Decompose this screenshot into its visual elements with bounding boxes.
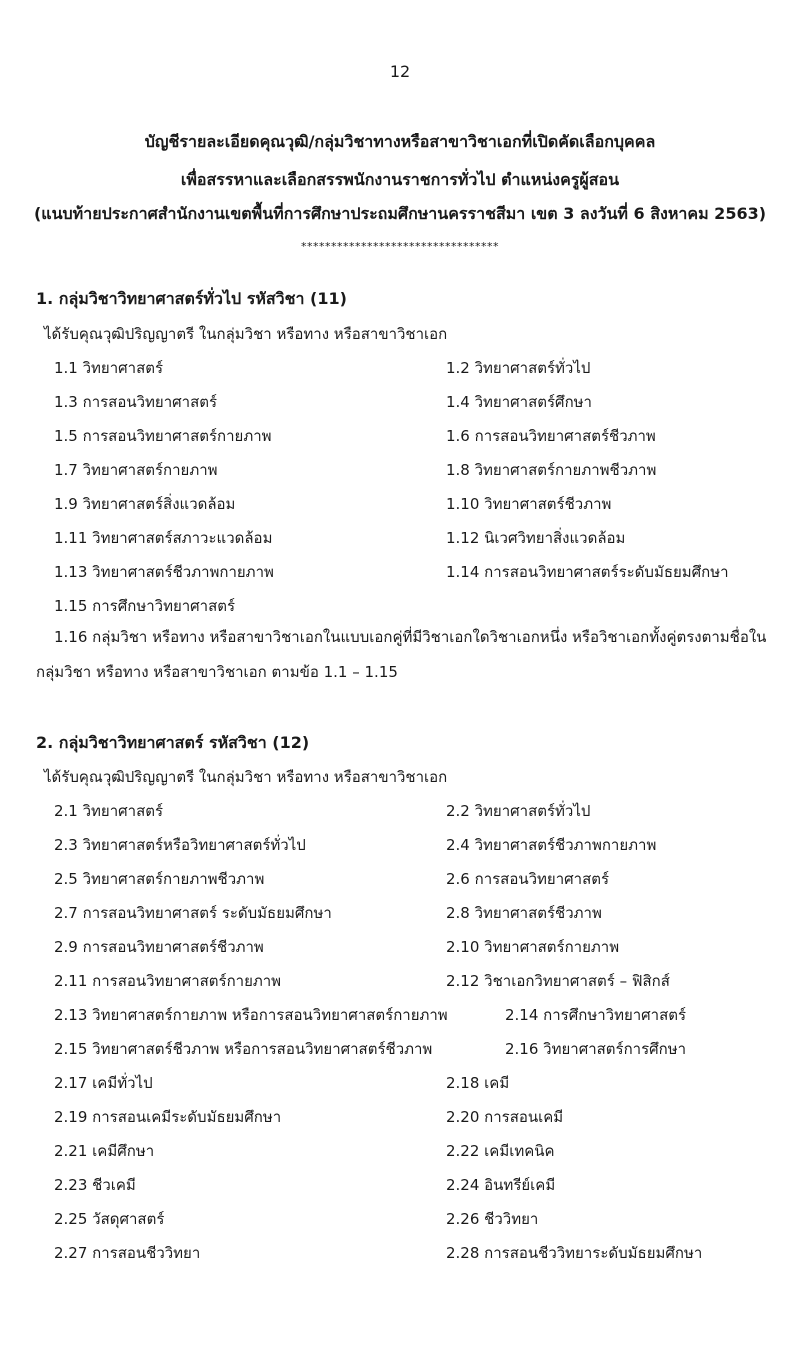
list-item: 2.23 ชีวเคมี (54, 1176, 136, 1194)
list-item: 1.9 วิทยาศาสตร์สิ่งแวดล้อม (54, 495, 236, 513)
list-item: 1.12 นิเวศวิทยาสิ่งแวดล้อม (446, 529, 626, 547)
list-item: 1.4 วิทยาศาสตร์ศึกษา (446, 393, 592, 411)
list-item: 2.24 อินทรีย์เคมี (446, 1176, 556, 1194)
section-1-heading: 1. กลุ่มวิชาวิทยาศาสตร์ทั่วไป รหัสวิชา (11) (36, 289, 347, 308)
list-item: 2.16 วิทยาศาสตร์การศึกษา (505, 1040, 687, 1058)
list-item: 1.2 วิทยาศาสตร์ทั่วไป (446, 359, 591, 377)
list-item: 2.18 เคมี (446, 1074, 510, 1092)
list-item: 2.25 วัสดุศาสตร์ (54, 1210, 165, 1228)
list-item: 2.19 การสอนเคมีระดับมัธยมศึกษา (54, 1108, 282, 1126)
title-line-3: (แนบท้ายประกาศสำนักงานเขตพื้นที่การศึกษาประถมศึกษานครราชสีมา เขต 3 ลงวันที่ 6 สิงหาคม 2563) (33, 204, 767, 223)
list-item: 2.26 ชีววิทยา (446, 1210, 539, 1228)
list-item: 2.10 วิทยาศาสตร์กายภาพ (446, 938, 620, 956)
list-item: 2.3 วิทยาศาสตร์หรือวิทยาศาสตร์ทั่วไป (54, 836, 306, 854)
list-item: 2.21 เคมีศึกษา (54, 1142, 155, 1160)
list-item: 1.5 การสอนวิทยาศาสตร์กายภาพ (54, 427, 272, 445)
list-item: 2.14 การศึกษาวิทยาศาสตร์ (505, 1006, 687, 1024)
section-1-intro: ได้รับคุณวุฒิปริญญาตรี ในกลุ่มวิชา หรือทาง หรือสาขาวิชาเอก (44, 325, 448, 343)
list-item: 1.8 วิทยาศาสตร์กายภาพชีวภาพ (446, 461, 657, 479)
list-item: 2.7 การสอนวิทยาศาสตร์ ระดับมัธยมศึกษา (54, 904, 332, 922)
title-line-2: เพื่อสรรหาและเลือกสรรพนักงานราชการทั่วไป ตำแหน่งครูผู้สอน (180, 170, 620, 189)
list-item: 2.9 การสอนวิทยาศาสตร์ชีวภาพ (54, 938, 264, 956)
list-item: 1.13 วิทยาศาสตร์ชีวภาพกายภาพ (54, 563, 274, 581)
list-item: 2.27 การสอนชีววิทยา (54, 1244, 201, 1262)
list-item: 2.20 การสอนเคมี (446, 1108, 564, 1126)
list-item: 2.8 วิทยาศาสตร์ชีวภาพ (446, 904, 602, 922)
list-item: 1.15 การศึกษาวิทยาศาสตร์ (54, 597, 236, 615)
list-item: 1.10 วิทยาศาสตร์ชีวภาพ (446, 495, 612, 513)
list-item: 1.1 วิทยาศาสตร์ (54, 359, 164, 377)
list-item: 2.2 วิทยาศาสตร์ทั่วไป (446, 802, 591, 820)
list-item: 2.6 การสอนวิทยาศาสตร์ (446, 870, 610, 888)
page-number: 12 (389, 62, 411, 81)
section-2-heading: 2. กลุ่มวิชาวิทยาศาสตร์ รหัสวิชา (12) (36, 733, 310, 752)
section-2-intro: ได้รับคุณวุฒิปริญญาตรี ในกลุ่มวิชา หรือทาง หรือสาขาวิชาเอก (44, 768, 448, 786)
list-item: 2.4 วิทยาศาสตร์ชีวภาพกายภาพ (446, 836, 657, 854)
list-item: 2.15 วิทยาศาสตร์ชีวภาพ หรือการสอนวิทยาศาสตร์ชีวภาพ (54, 1040, 433, 1058)
list-item: 1.14 การสอนวิทยาศาสตร์ระดับมัธยมศึกษา (446, 563, 729, 581)
list-item: 2.5 วิทยาศาสตร์กายภาพชีวภาพ (54, 870, 265, 888)
title-line-1: บัญชีรายละเอียดคุณวุฒิ/กลุ่มวิชาทางหรือสาขาวิชาเอกที่เปิดคัดเลือกบุคคล (144, 132, 656, 151)
list-item: 2.28 การสอนชีววิทยาระดับมัธยมศึกษา (446, 1244, 703, 1262)
list-item: 2.17 เคมีทั่วไป (54, 1074, 153, 1092)
separator: ********************************* (301, 240, 499, 253)
section-1-note: 1.16 กลุ่มวิชา หรือทาง หรือสาขาวิชาเอกในแบบเอกคู่ที่มีวิชาเอกใดวิชาเอกหนึ่ง หรือวิชาเอกทั้งคู่ตรงตามชื่อในกลุ่มวิชา หรือทาง หรือสาขาวิชาเอก ตามข้อ 1.1 – 1.15 (36, 628, 767, 681)
list-item: 2.11 การสอนวิทยาศาสตร์กายภาพ (54, 972, 282, 990)
list-item: 1.7 วิทยาศาสตร์กายภาพ (54, 461, 218, 479)
list-item: 1.3 การสอนวิทยาศาสตร์ (54, 393, 218, 411)
list-item: 1.6 การสอนวิทยาศาสตร์ชีวภาพ (446, 427, 656, 445)
list-item: 2.1 วิทยาศาสตร์ (54, 802, 164, 820)
list-item: 2.12 วิชาเอกวิทยาศาสตร์ – ฟิสิกส์ (446, 972, 670, 990)
list-item: 1.11 วิทยาศาสตร์สภาวะแวดล้อม (54, 529, 273, 547)
list-item: 2.13 วิทยาศาสตร์กายภาพ หรือการสอนวิทยาศาสตร์กายภาพ (54, 1006, 448, 1024)
list-item: 2.22 เคมีเทคนิค (446, 1142, 555, 1160)
